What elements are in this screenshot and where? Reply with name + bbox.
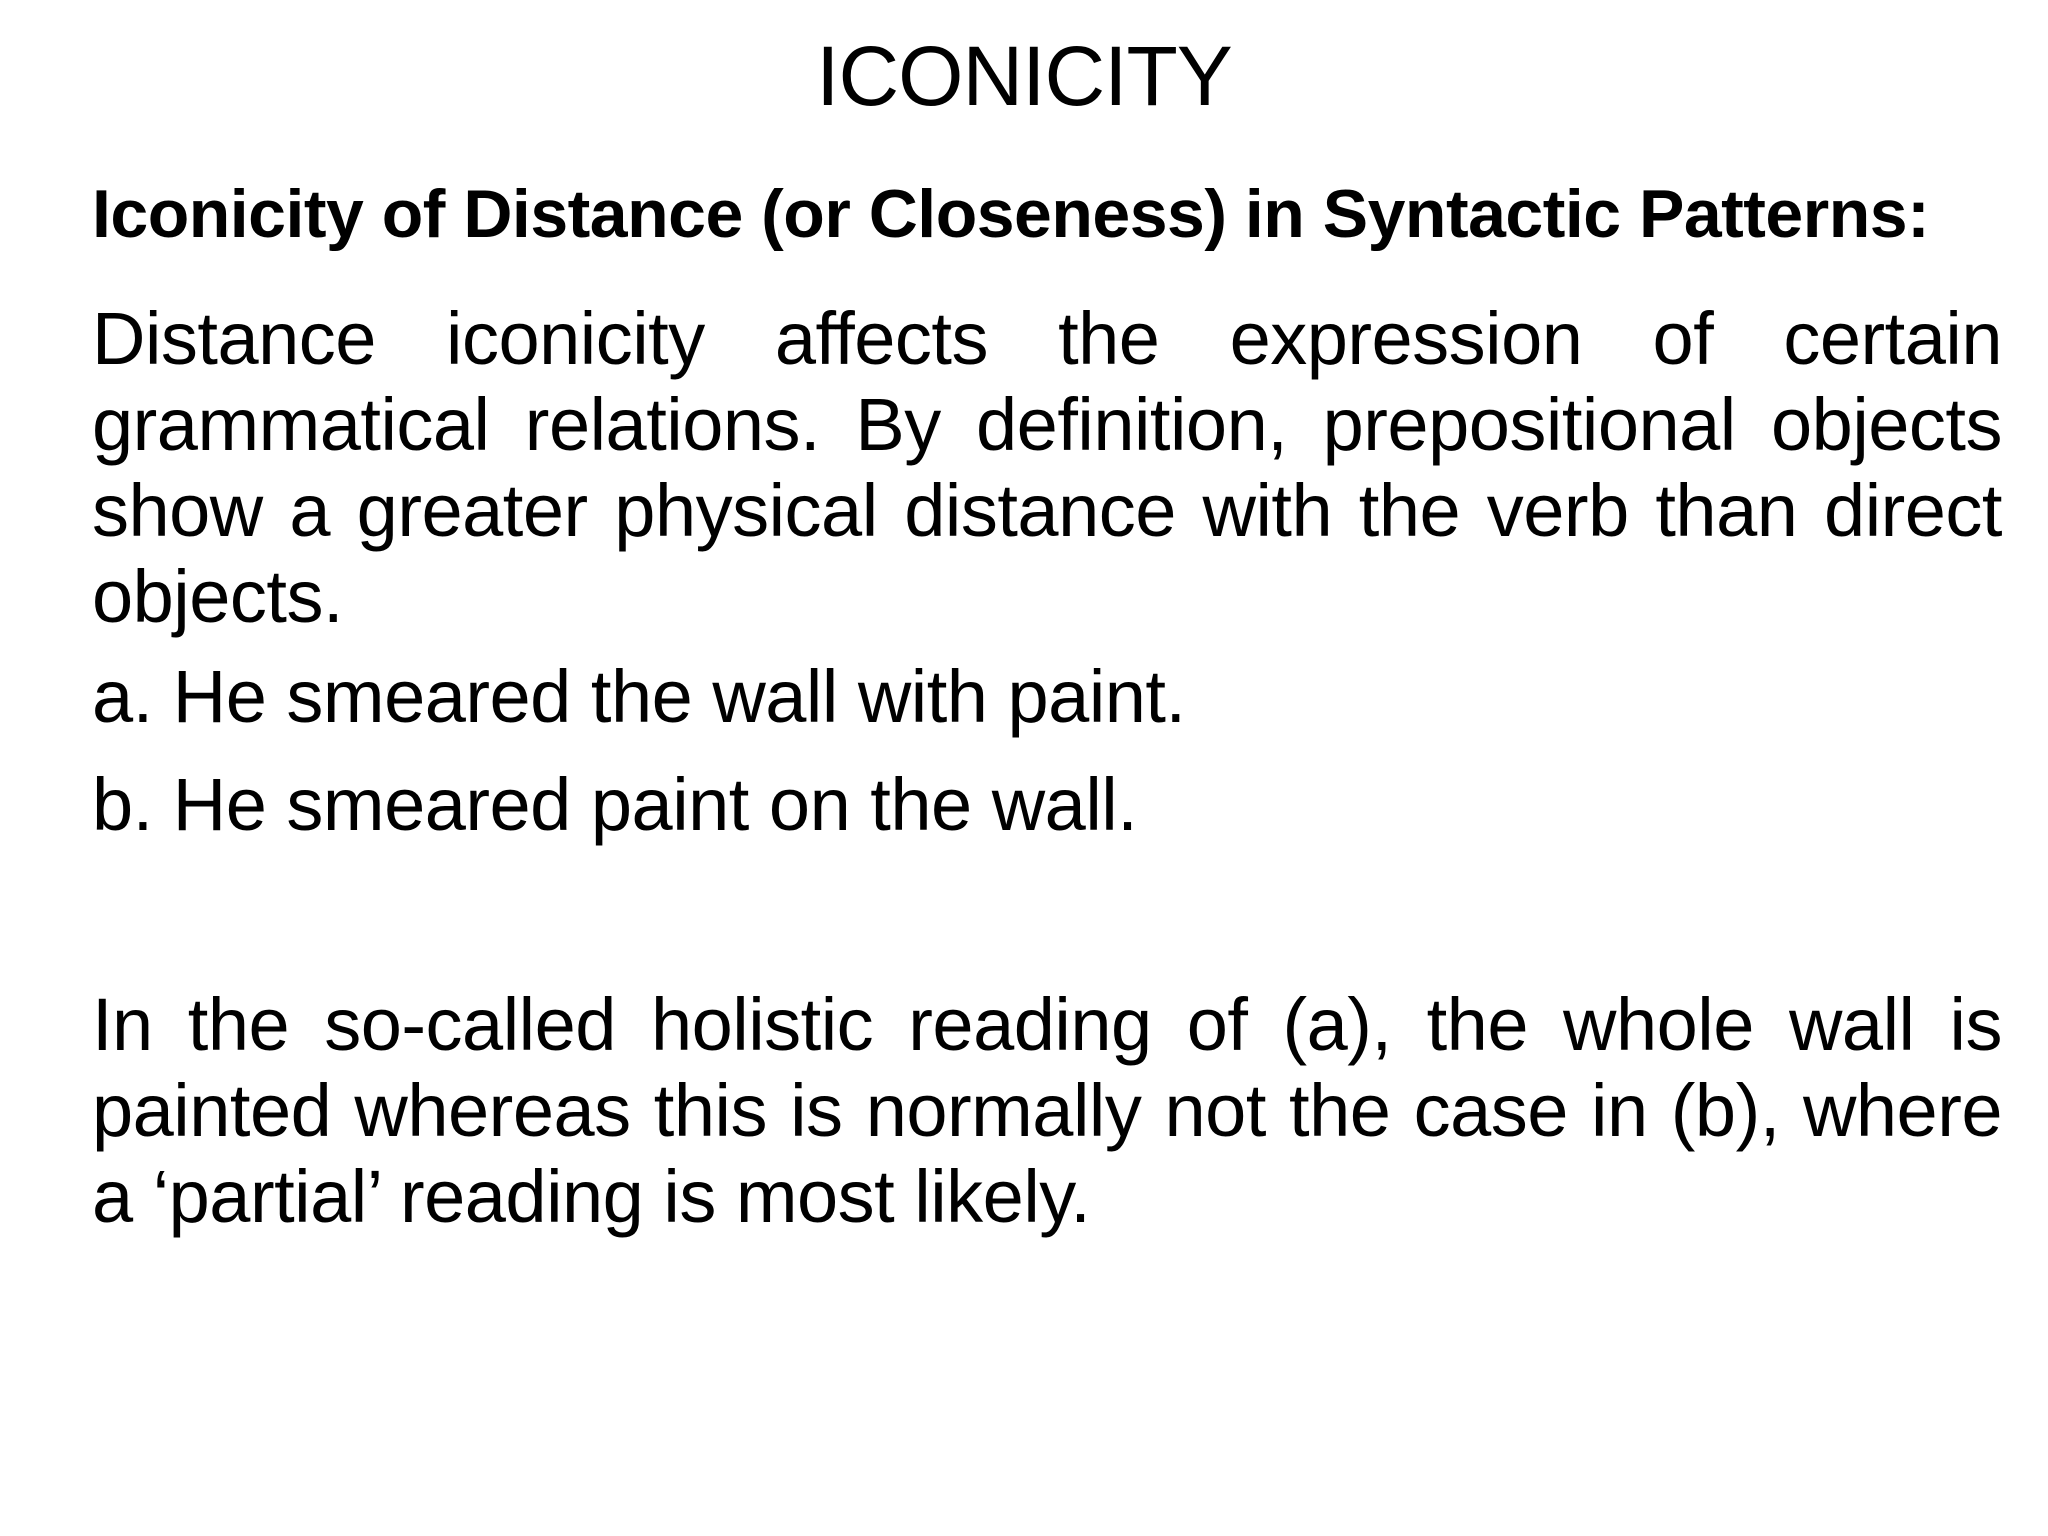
slide-body xyxy=(92,178,2002,1240)
section-subheading: Iconicity of Distance (or Closeness) in Syntactic Patterns: xyxy=(92,176,1930,252)
example-sentence-b: b. He smeared paint on the wall. xyxy=(92,763,1138,846)
paragraph-holistic-reading: In the so-called holistic reading of (a), the whole wall is painted whereas this is normally not the case in (b), where a ‘partial’ reading is most likely. xyxy=(92,983,2002,1238)
slide-title: ICONICITY xyxy=(816,29,1232,123)
paragraph-distance-iconicity: Distance iconicity affects the expression of certain grammatical relations. By definition, prepositional objects show a greater physical distance with the verb than direct objects. xyxy=(92,297,2002,638)
example-sentence-a: a. He smeared the wall with paint. xyxy=(92,655,1186,738)
